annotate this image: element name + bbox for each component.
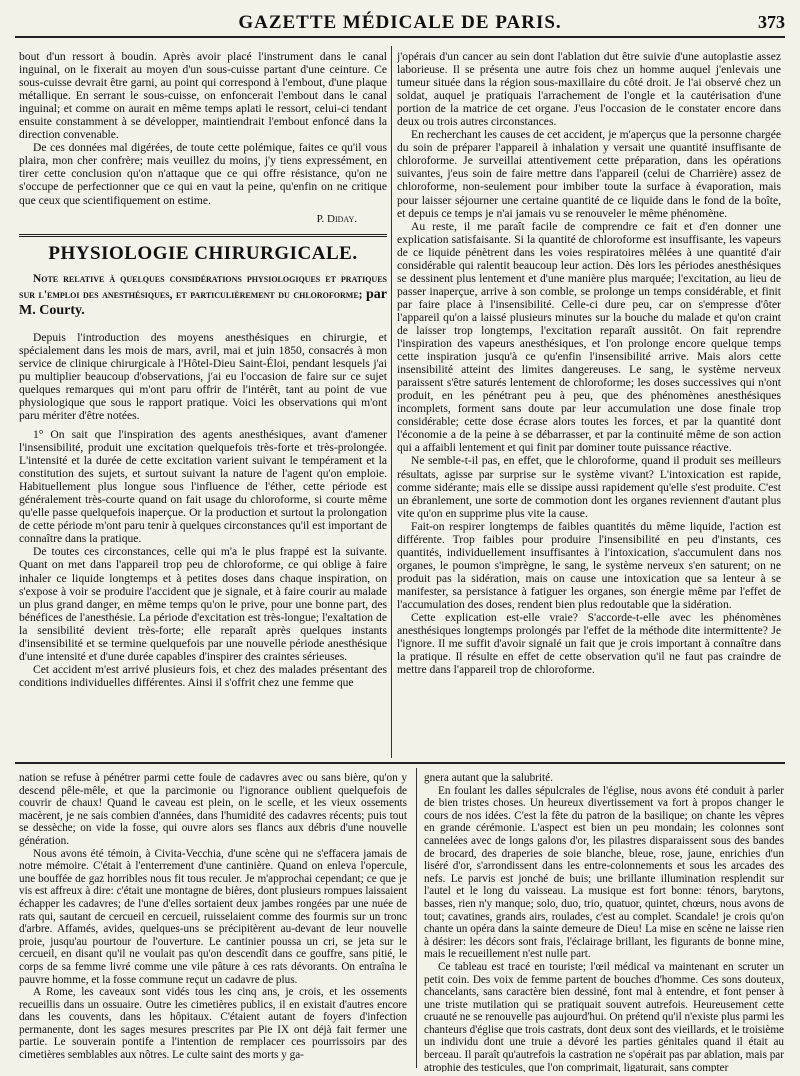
page-number: 373 — [758, 12, 785, 32]
section-divider — [19, 234, 387, 237]
feuilleton-divider — [15, 762, 785, 764]
paragraph: De ces données mal digérées, de toute cette polémique, faites ce qu'il vous plaira, mon cher confrère; mais veuillez du moins, j'y tiens expressément, en tirer cette conclusion qu'on n'attaque que ce qui offre résistance, qu'on ne s'occupe de perfectionner que ce qui en vaut la peine, qu'enfin on ne critique que ceux que scientifiquement on estime. — [19, 141, 387, 207]
column-left-bottom — [19, 772, 407, 1072]
paragraph: Ce tableau est tracé en touriste; l'œil médical va maintenant en scruter un petit coin. Des voix de femme partent de bouches d'homme. Ces sons douteux, chancelants, sans caractère bien dessiné, font mal à entendre, et font penser à une triste mutilation qui se pratiquait souvent autrefois. Heureusement cette cruauté ne se renouvelle pas aujourd'hui. On prétend qu'il n'existe plus parmi les chanteurs d'église que trois castrats, dont deux sont des vieillards, et le troisième un individu dont une truie a dévoré les parties génitales quand il était au berceau. Il paraît qu'autrefois la castration ne s'opérait pas par ablation, mais par atrophie des testicules, que l'on comprimait, ligaturait, sans compter — [424, 960, 784, 1072]
article-title-text: Note relative à quelques considérations physiologiques et pratiques sur l'emploi des anesthésiques, et particulièrement du chloroforme; — [19, 272, 387, 301]
paragraph: nation se refuse à pénétrer parmi cette foule de cadavres avec ou sans bière, qu'on y descend pêle-mêle, et que la parcimonie ou l'ignorance oublient quelquefois de couvrir de chaux! Quand le caveau est plein, on le scelle, et les vieux ossements macèrent, je ne sais combien d'années, dans l'humidité des cadavres récents; puis tout se dessèche; on vide la fosse, qui ouvre alors ses flancs aux débris d'une nouvelle génération. — [19, 772, 407, 847]
column-divider — [391, 46, 392, 758]
paragraph: j'opérais d'un cancer au sein dont l'ablation dut être suivie d'une autoplastie assez laborieuse. Il se présenta une autre fois chez un homme auquel j'enlevais une tumeur située dans la région sous-maxillaire du côté droit. Je l'ai observé chez un soldat, auquel je pratiquais l'arrachement de l'ongle et la cautérisation d'une portion de la matrice de cet organe. J'eus l'occasion de le constater encore dans deux ou trois autres circonstances. — [397, 50, 781, 129]
author-signature: P. Diday. — [316, 212, 357, 225]
journal-title: GAZETTE MÉDICALE DE PARIS. — [238, 12, 562, 33]
paragraph: Ne semble-t-il pas, en effet, que le chloroforme, quand il produit ses meilleurs résultats, agisse par surprise sur le système vivant? L'intoxication est rapide, comme sidérante; mais elle se dissipe aussi rapidement qu'elle s'est produite. C'est un ébranlement, une sorte de commotion dont les organes reviennent d'autant plus vite qu'on en supprime plus vite la cause. — [397, 454, 781, 520]
paragraph: En foulant les dalles sépulcrales de l'église, nous avons été conduit à parler de bien tristes choses. Un heureux divertissement va fort à propos changer le cours de nos idées. C'est la fête du patron de la basilique; on chante les vêpres en grande cérémonie. L'aspect est bien un peu mondain; les colonnes sont cannelées avec de longs galons d'or, les pilastres disparaissent sous des bandes de brocard, des draperies de soie blanche, bleue, rose, jaune, enrichies d'un liséré d'or, s'arrondissent dans les entre-colonnements et sous les arcades des nefs. Le parvis est jonché de buis; une brillante illumination resplendit sur l'autel et le long du vaisseau. La musique est fort bonne: ténors, barytons, basses, rien n'y manque; solo, duo, trio, quatuor, quintet, chœurs, nous avons de tout; cavatines, grands airs, roulades, c'est au complet. Scandale! je crois qu'on chante un opéra dans la sainte demeure de Dieu! La mise en scène ne laisse rien à désirer: les décors sont frais, l'éclairage brillant, les figurants de bonne mine, mais le recueillement n'est nulle part. — [424, 784, 784, 961]
page-header — [15, 10, 785, 38]
column-divider — [416, 768, 417, 1068]
paragraph: Cet accident m'est arrivé plusieurs fois, et chez des malades présentant des conditions individuelles différentes. Ainsi il s'offrit chez une femme que — [19, 662, 387, 689]
paragraph: A Rome, les caveaux sont vidés tous les cinq ans, je crois, et les ossements recueillis dans un ossuaire. Outre les cimetières publics, il en existait d'autres encore dans les couvents, dans les hôpitaux. C'étaient autant de foyers d'infection permanente, dont les sages mesures prescrites par Pie IX ont déjà fait fermer une partie. Le souverain pontife a l'intention de remplacer ces pourrissoirs par des cimetières semblables aux nôtres. Le culte saint des morts y ga- — [19, 986, 407, 1062]
column-left-top — [19, 50, 387, 758]
article-author: par M. Courty. — [19, 286, 387, 318]
paragraph: bout d'un ressort à boudin. Après avoir placé l'instrument dans le canal inguinal, on le fixerait au moyen d'un sous-cuisse partant d'une ceinture. Ce sous-cuisse devrait être garni, au point qui correspond à l'embout, d'une plaque métallique. En serrant le sous-cuisse, on enfoncerait l'embout dans le canal inguinal; et comme on aurait en même temps aplati le ressort, celui-ci tendant ensuite constamment à se développer, maintiendrait l'embout enfoncé dans la direction convenable. — [19, 50, 387, 142]
section-title: PHYSIOLOGIE CHIRURGICALE. — [48, 242, 358, 264]
paragraph: Nous avons été témoin, à Civita-Vecchia, d'une scène qui ne s'effacera jamais de notre mémoire. C'était à l'enterrement d'une cantinière. Quand on enleva l'opercule, une bouffée de gaz horribles nous fit tous reculer. Je m'approchai cependant; ce que je vis est affreux à dire: c'était une montagne de bières, dont plusieurs rompues laissaient échapper les cadavres; de l'une d'elles sortaient deux jambes rongées par une nuée de rats qui, sautant de cercueil en cercueil, ruisselaient comme des fourmis sur un tronc d'arbre. Affamés, avides, quelques-uns se précipitèrent au-devant de leur nouvelle proie, jusqu'au pourtour de l'ouverture. Le cantinier poussa un cri, se jeta sur le cercueil, en disant qu'il ne voulait pas qu'on descendît dans ce gouffre, sans pitié, le corps de sa femme livré comme une vile pâture à ces rats dévorants. On entraîna le pauvre homme, et la fosse commune reçut un cadavre de plus. — [19, 847, 407, 986]
paragraph: De toutes ces circonstances, celle qui m'a le plus frappé est la suivante. Quant on met dans l'appareil trop peu de chloroforme, ce qui oblige à faire inhaler ce liquide longtemps et à petites doses dans chaque inspiration, on s'expose à voir se produire l'accident que je signale, et à faire courir au malade un plus grand danger, en même temps qu'on le prive, pour une bonne part, des bénéfices de l'anesthésie. La période d'excitation est très-longue; l'exaltation de la sensibilité devient très-forte; elle reparaît après quelques instants d'insensibilité et se termine quelquefois par une nouvelle période anesthésique d'une intensité et d'une durée capables d'inspirer des craintes sérieuses. — [19, 545, 387, 663]
paragraph: Au reste, il me paraît facile de comprendre ce fait et d'en donner une explication satisfaisante. Si la quantité de chloroforme est insuffisante, les vapeurs de ce liquide pénètrent dans les voies respiratoires mêlées à une quantité d'air considérable qui ralentit beaucoup leur action. Dès lors les périodes anesthésiques se dessinent plus lentement et d'une manière plus marquée; l'excitation, au lieu de passer inaperçue, arrive à son comble, se prolonge un temps considérable, et finit par faire place à l'insensibilité. Celle-ci dure peu, car on s'empresse d'ôter l'appareil qu'on a laissé plusieurs minutes sur la bouche du malade et qu'on craint de laisser trop longtemps, l'excitation reparaît aussitôt. On fait reprendre l'inspiration des vapeurs anesthésiques, et l'on prolonge encore quelque temps cette inspiration jusqu'à ce qu'enfin l'insensibilité arrive. Mais alors cette insensibilité atteint des limites dangereuses. Le sang, le système nerveux paraissent s'être saturés lentement de chloroforme; les doses successives qui n'ont produit, en les pénétrant peu à peu, que des phénomènes anesthésiques incomplets, forment sans doute par leur accumulation une dose finale trop considérable; cette dose écrase alors toutes les forces, et par la quantité dont l'économie a de la peine à se débarrasser, et par la continuité même de son action qui a affaibli lentement et qui finit par dominer toute puissance réactive. — [397, 219, 781, 455]
column-right-bottom — [424, 772, 784, 1072]
column-right-top — [397, 50, 781, 758]
paragraph: Cette explication est-elle vraie? S'accorde-t-elle avec les phénomènes anesthésiques longtemps prolongés par l'effet de la méthode dite intermittente? Je l'ignore. Il me suffit d'avoir signalé un fait que je crois important à connaître dans la pratique. Il résulte en effet de cette observation qu'il ne faut pas craindre de mettre dans l'appareil trop de chloroforme. — [397, 611, 781, 677]
article-title — [19, 272, 387, 319]
paragraph: Depuis l'introduction des moyens anesthésiques en chirurgie, et spécialement dans les mois de mars, avril, mai et juin 1850, consacrés à mon service de clinique chirurgicale à l'Hôtel-Dieu Saint-Éloi, pendant lesquels j'ai pu multiplier beaucoup d'observations, j'ai eu l'occasion de faire sur ce sujet quelques remarques qui m'ont paru offrir de l'intérêt, tant au point de vue physiologique que sous le rapport pratique. Voici les observations qui m'ont paru mériter d'être notées. — [19, 330, 387, 422]
paragraph: En recherchant les causes de cet accident, je m'aperçus que la personne chargée du soin de préparer l'appareil à inhalation y versait une quantité insuffisante de chloroforme. Je surveillai attentivement cette préparation, dans les opérations suivantes, j'eus soin de faire mettre dans l'appareil (celui de Charrière) assez de chloroforme, non-seulement pour imbiber toute la surface à évaporation, mais pour laisser séjourner une certaine quantité de ce liquide dans le fond de la boîte, et depuis ce temps je n'ai jamais vu se renouveler le même phénomène. — [397, 128, 781, 220]
paragraph: Fait-on respirer longtemps de faibles quantités du même liquide, l'action est différente. Trop faibles pour produire l'insensibilité en peu d'instants, ces quantités, individuellement insuffisantes à l'intoxication, s'accumulent dans nos organes, le poumon s'imprègne, le sang, le système nerveux s'en saturent; on ne produit pas la sidération, mais on cause une intoxication que sa lenteur à se manifester, sa persistance à fatiguer les organes, son énergie même par l'effet de l'accumulation des doses, rendent bien plus redoutable que la sidération. — [397, 519, 781, 611]
paragraph: 1° On sait que l'inspiration des agents anesthésiques, avant d'amener l'insensibilité, produit une excitation quelquefois très-forte et très-prolongée. L'intensité et la durée de cette excitation varient suivant le tempérament et la constitution des sujets, et surtout suivant la nature de l'agent qu'on emploie. Habituellement plus longue sous l'influence de l'éther, cette période est généralement très-courte quand on fait usage du chloroforme, si courte même qu'elle passe quelquefois inaperçue. Or la production et surtout la prolongation de cette période m'ont paru tenir à quelques circonstances qu'il est important de connaître dans la pratique. — [19, 427, 387, 546]
paragraph: gnera autant que la salubrité. — [424, 772, 553, 784]
